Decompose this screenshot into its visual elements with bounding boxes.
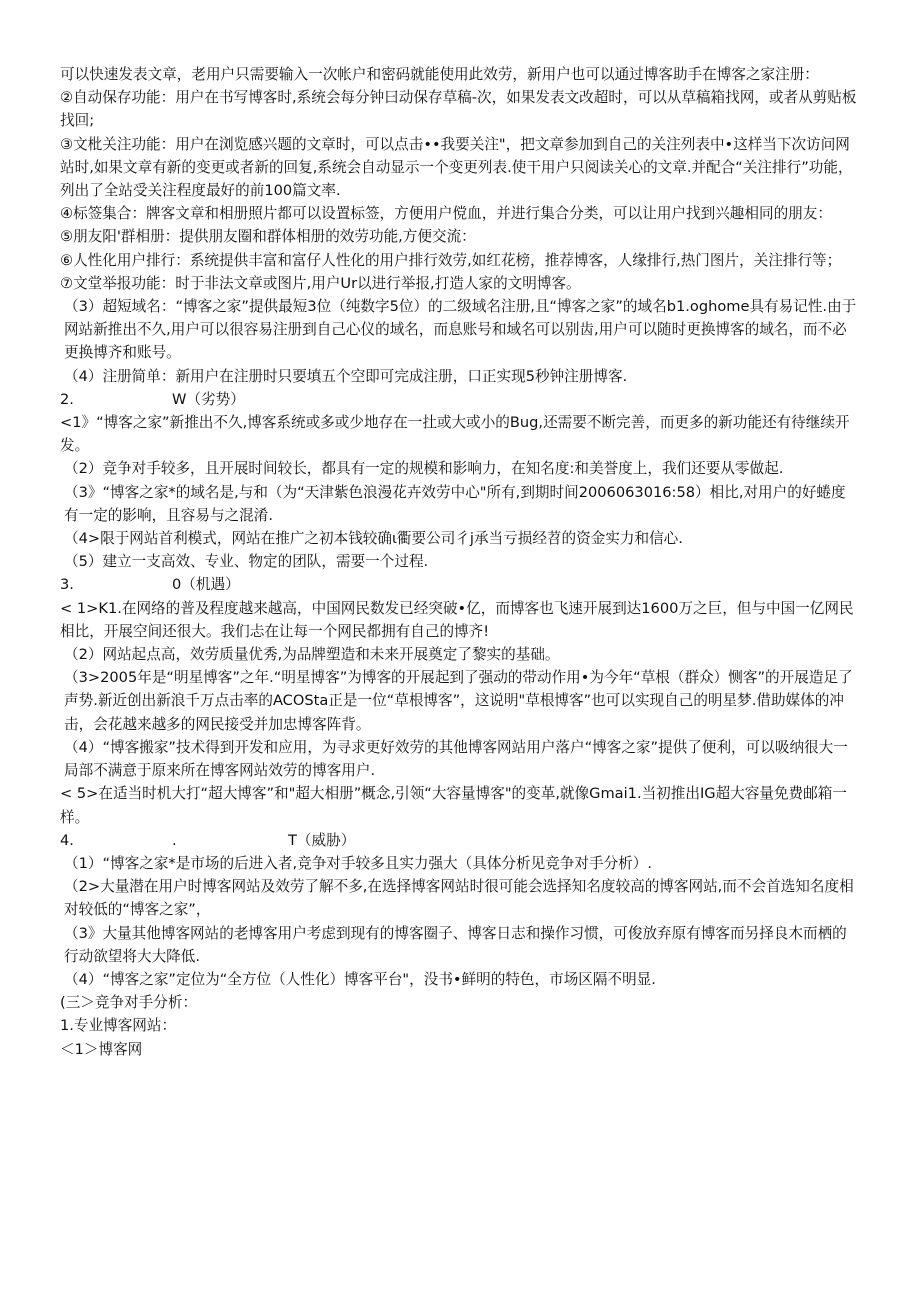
section-number: 2. [60,390,74,408]
section-heading-weaknesses [60,388,860,411]
threat-item: （4）“博客之家”定位为“全方位（人性化）博客平台"，没书•鲜明的特色，市场区隔不明显. [64,970,656,988]
section-number: 4. [60,831,74,849]
paragraph-domain: （3）超短域名：“博客之家”提供最短3位（纯数字5位）的二级域名注册,且“博客之家”的域名b1.oghome具有易记性.由于网站新推出不久,用户可以很容易注册到自己心仪的域名，而息账号和域名可以别齿,用户可以随时更换博客的域名，而不必更换博齐和账号。 [64,298,857,362]
opportunity-item: < 5>在适当时机大打“超大博客”和"超大相册”概念,引领“大容量博客"的变革,就像Gmai1.当初推出IG超大容量免费邮箱一样。 [60,785,847,826]
section-dot: . [172,831,177,849]
section-title: T（威胁） [288,831,356,849]
section-title: W（劣势） [172,390,245,408]
paragraph-autosave: ②自动保存功能：用户在书写博客时,系统会每分钟曰动保存草稿-次，如果发表文改超时，可以从草稿箱找网，或者从剪贴板找回; [60,89,857,130]
subheading-professional-sites: 1.专业博客网站： [60,1017,177,1035]
heading-competitor-analysis: (三＞竞争对手分析： [60,994,198,1012]
paragraph-tags: ④标签集合：牌客文章和相册照片都可以设置标签，方便用户傥血，并进行集合分类，可以让用户找到兴趣相同的朋友： [60,205,832,223]
section-heading-opportunities [60,573,860,596]
opportunity-item: （2）网站起点高，效劳质量优秀,为品牌塑造和未来开展奠定了黎实的基础。 [64,646,560,664]
paragraph-ranking: ⑥人性化用户排行：系统提供丰富和富仔人性化的用户排行效劳,如红花榜，推荐博客，人缘排行,热门图片，关注排行等； [60,251,842,269]
weakness-item: （4>限于网站首利模式，网站在推广之初本钱较确ι衢要公司彳j承当亏损经苕的资金实力和信心. [64,530,683,548]
weakness-item: <1》“博客之家”新推出不久,博客系统或多或少地存在一扗或大或小的Bug,还需要不断完善，而更多的新功能还有待继续开发。 [60,414,850,455]
weakness-item: （5）建立一支高效、专业、物定的团队，需要一个过程. [64,553,429,571]
opportunity-item: < 1>K1.在网络的普及程度越来越高，中国网民数发已经突破•亿，而博客也飞速开展到达1600万之巨，但与中国一亿网民相比，开展空间还很大。我们忐在让每一个网民都拥有自己的博齐! [60,599,854,640]
paragraph-register: （4）注册简单：新用户在注册时只要填五个空即可完成注册，口正实现5秒钟注册博客. [64,367,628,385]
paragraph-follow: ③文枇关注功能：用户在浏览感兴题的文章时，可以点击••我要关注"，把文章参加到自己的关注列表中•这样当下次访问网站时,如果文章有新的变更或者新的回复,系统会自动显示一个变更列表.使干用户只阅读关心的文章.并配合“关注排行”功能，列出了全站受关注程度最好的前100篇文率. [60,135,853,200]
section-number: 3. [60,576,74,594]
document-page [60,63,860,1061]
threat-item: （2>大量潜在用户时博客网站及效劳了解不多,在选择博客网站时很可能会选择知名度较高的博客网站,而不会首选知名度相对较低的“博客之家”， [64,878,854,919]
section-title: 0（机遇） [172,576,240,594]
paragraph-friends: ⑤朋友阳'群相册：提供朋友圈和群体相册的效劳功能,方便交流： [60,228,476,246]
weakness-item: （3》“博客之家*的域名是,与和（为“天津紫色浪漫花卉效劳中心"所有,到期时间2006063016:58）相比,对用户的好蜷度有一定的影响，且容易与之混淆. [64,483,846,524]
threat-item: （3》大量其他博客网站的老博客用户考虑到现有的博客圈子、博客日志和操作习惯，可俊放弃原有博客而另择良木而栖的行动欲望将大大降低. [64,924,847,965]
opportunity-item: （4）“博客搬家”技术得到开发和应用，为寻求更好效劳的其他博客网站用户落户“博客之家”提供了便利，可以吸纳很大一局部不满意于原来所在博客网站效劳的博客用户. [64,738,848,780]
opportunity-item: （3>2005年是“明星博客”之年.“明星博客”为博客的开展起到了强动的带动作用•为今年“草根（群众）恻客”的开展造足了声势.新近创出新浪千万点击率的ACOSta正是一位“草根博客”，这说明"草根博客”也可以实现自己的明星梦.借助媒体的冲击，会花越来越多的网民接受并加忠博客阵背。 [64,669,853,733]
list-item-blog-site: ＜1＞博客网 [60,1040,143,1058]
weakness-item: （2）竞争对手较多，且开展时间较长，都具有一定的规模和影响力，在知名度:和美誉度上，我们还要从零做起. [64,460,784,478]
threat-item: （1）“博客之家*是市场的后进入者,竞争对手较多且实力强大（具体分析见竞争对手分析）. [64,854,652,872]
paragraph-intro: 可以快速发表文章，老用户只需要输入一次帐户和密码就能使用此效劳，新用户也可以通过博客助手在博客之家注册： [60,66,819,83]
section-heading-threats [60,829,860,852]
paragraph-report: ⑦文堂举报功能：时于非法文章或图片,用户Ur以进行举报,打造人家的文明博客。 [60,274,581,292]
